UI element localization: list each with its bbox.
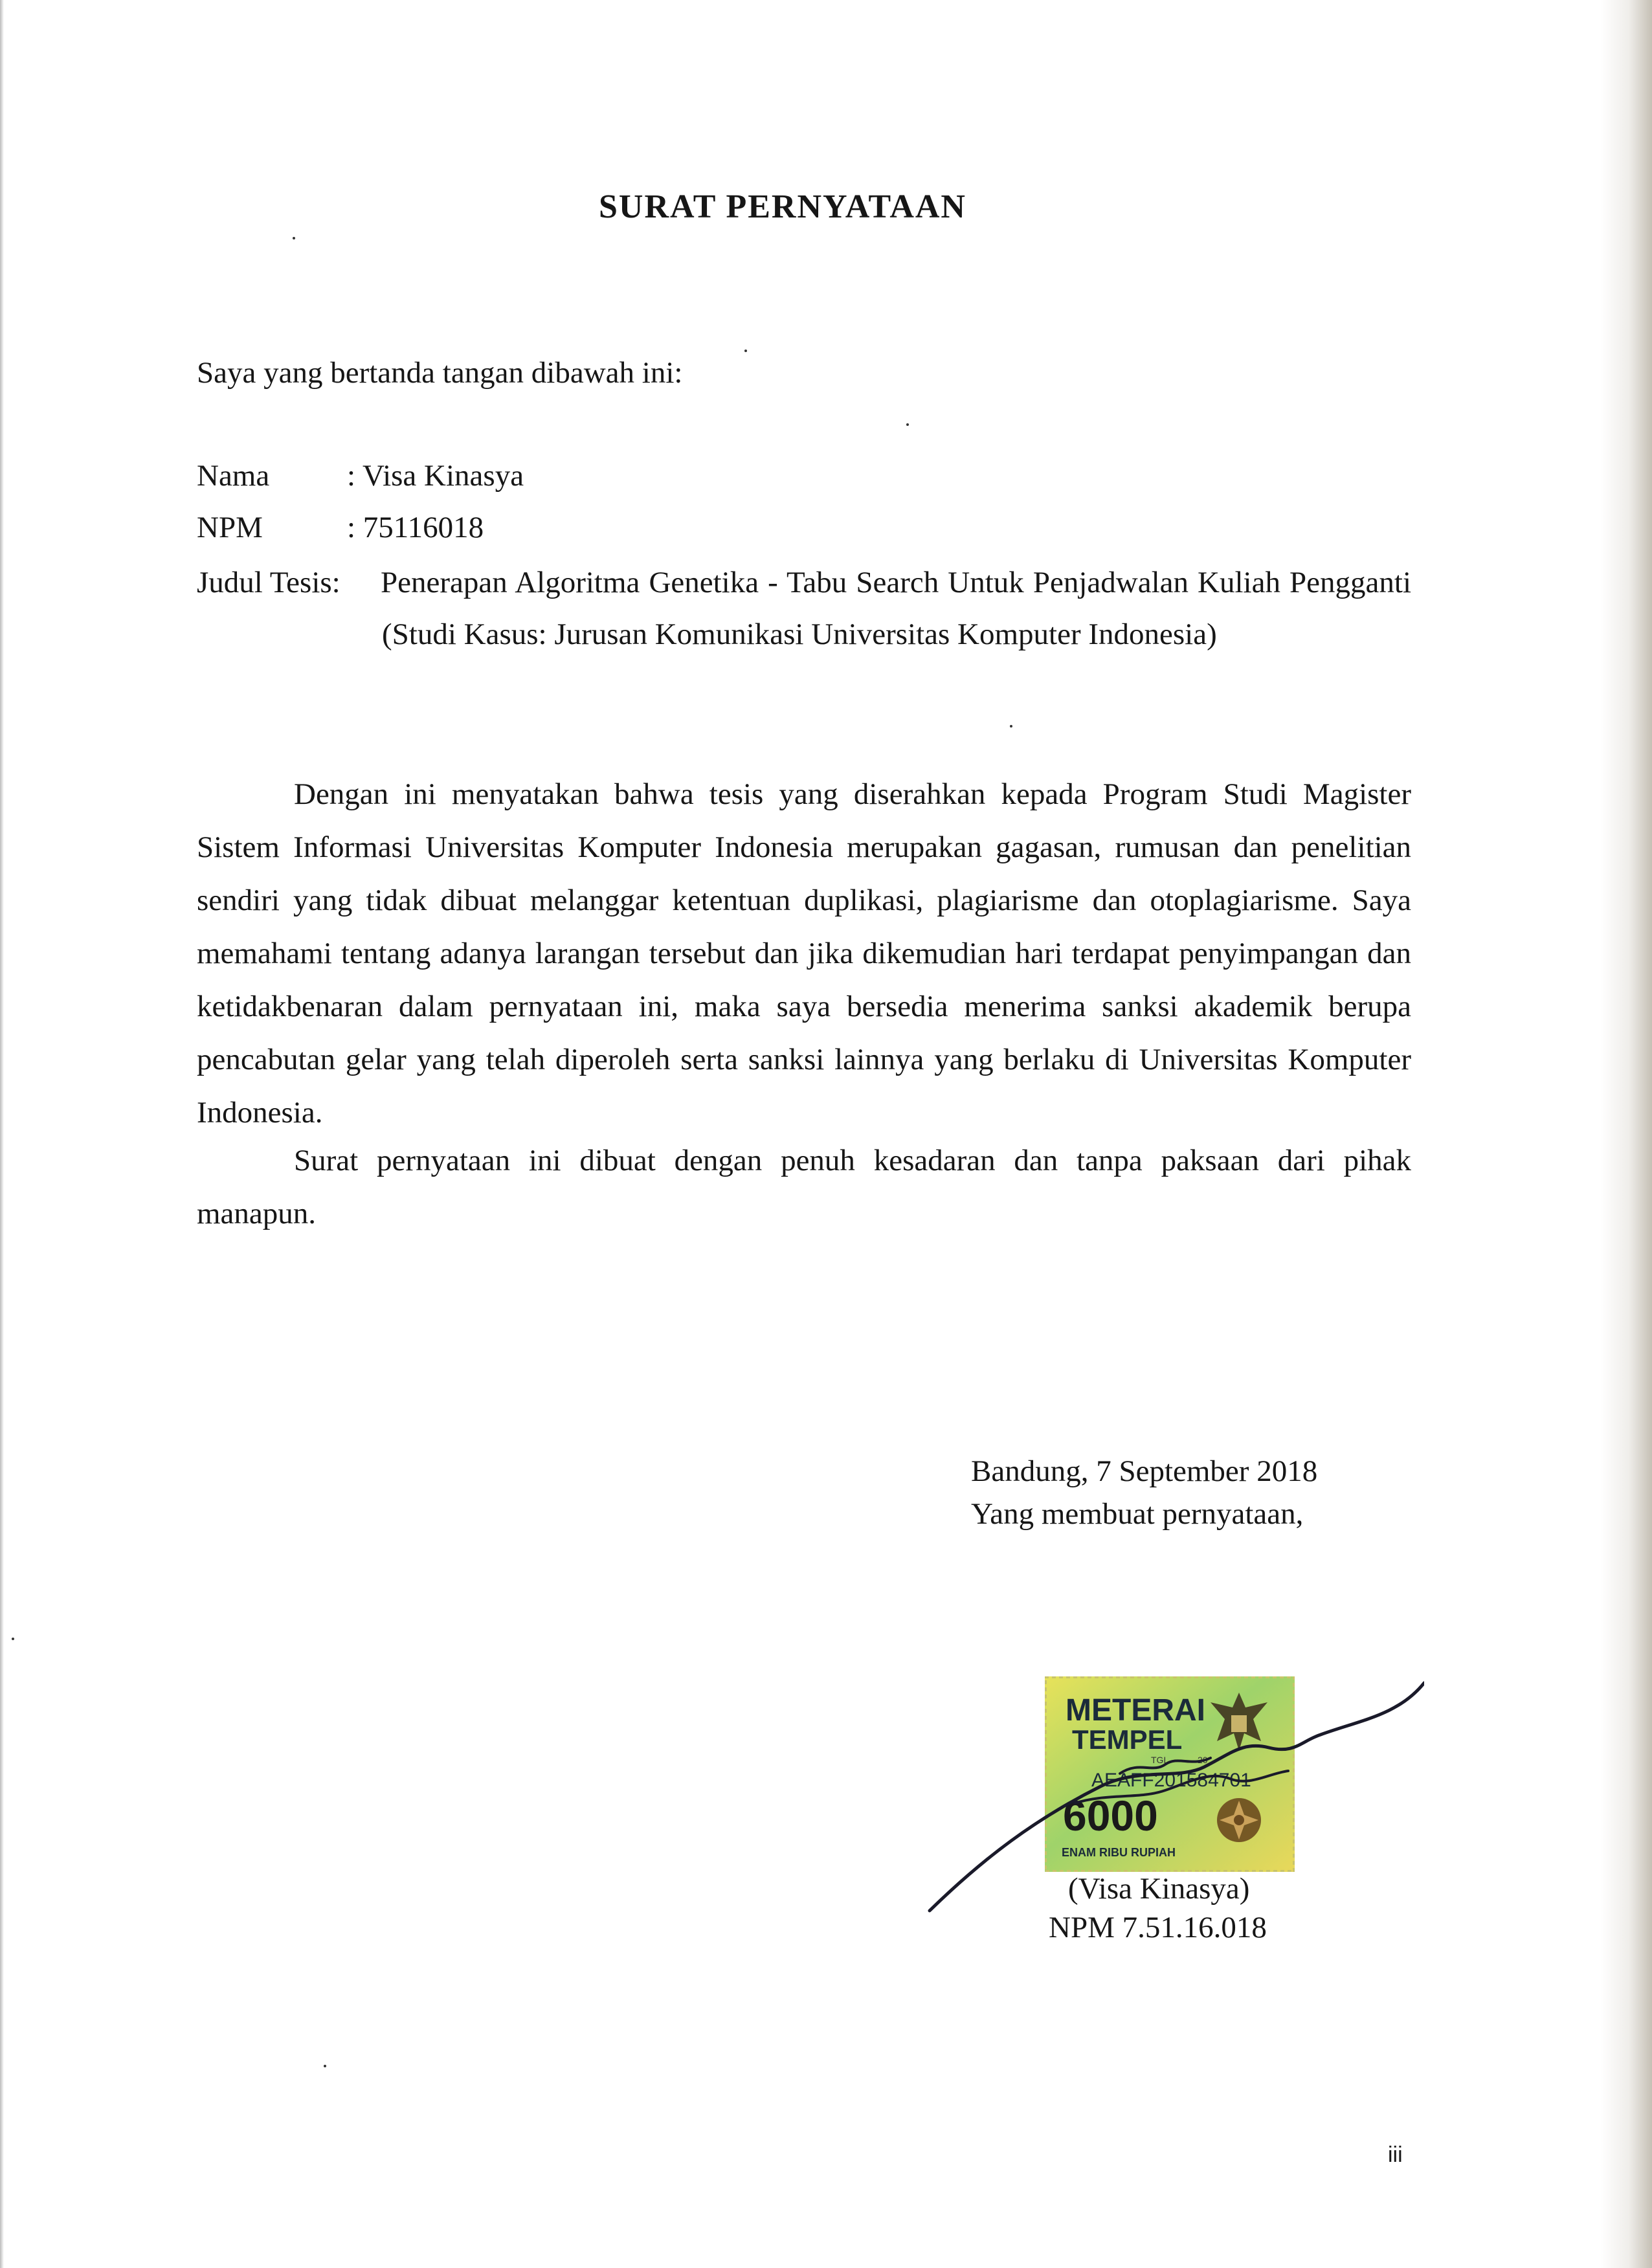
scan-speck <box>293 237 295 239</box>
signer-npm: NPM 7.51.16.018 <box>1049 1911 1267 1944</box>
npm-value: : 75116018 <box>347 511 484 544</box>
stamp-line2: TEMPEL <box>1072 1724 1183 1755</box>
scan-edge-right <box>1600 0 1652 2268</box>
stamp-line1: METERAI <box>1066 1693 1205 1728</box>
signer-caption: Yang membuat pernyataan, <box>971 1497 1304 1531</box>
page-number: iii <box>1388 2142 1403 2167</box>
scan-edge-left <box>0 0 4 2268</box>
npm-label: NPM <box>197 511 263 544</box>
stamp-small-label: TGL <box>1151 1755 1169 1765</box>
statement-paragraph: Dengan ini menyatakan bahwa tesis yang diserahkan kepada Program Studi Magister Sistem Informasi Universitas Komputer Indonesia merupakan gagasan, rumusan dan penelitian sendiri yang tidak dibuat melanggar ketentuan duplikasi, plagiarisme dan otoplagiarisme. Saya memahami tentang adanya larangan tersebut dan jika dikemudian hari terdapat penyimpangan dan ketidakbenaran dalam pernyataan ini, maka saya bersedia menerima sanksi akademik berupa pencabutan gelar yang telah diperoleh serta sanksi lainnya yang berlaku di Universitas Komputer Indonesia. <box>197 777 1411 1129</box>
closing-paragraph: Surat pernyataan ini dibuat dengan penuh kesadaran dan tanpa paksaan dari pihak manapun. <box>197 1144 1411 1230</box>
thesis-label: Judul Tesis: <box>197 566 340 599</box>
name-label: Nama <box>197 459 270 493</box>
stamp-small-number: 20 <box>1198 1755 1208 1765</box>
thesis-title-text: Penerapan Algoritma Genetika - Tabu Search Untuk Penjadwalan Kuliah Pengganti (Studi Kasus: Jurusan Komunikasi Universitas Komputer Indonesia) <box>381 566 1411 651</box>
scan-speck <box>12 1638 14 1640</box>
stamp-value-words: ENAM RIBU RUPIAH <box>1062 1846 1176 1859</box>
scan-speck <box>1010 725 1012 728</box>
name-value: : Visa Kinasya <box>347 459 524 493</box>
signer-name: (Visa Kinasya) <box>1068 1872 1250 1906</box>
thesis-title <box>382 557 1411 660</box>
scan-speck <box>744 350 747 352</box>
stamp-value: 6000 <box>1063 1792 1158 1840</box>
place-date: Bandung, 7 September 2018 <box>971 1454 1318 1488</box>
scan-speck <box>906 423 909 426</box>
stamp-serial: AEAFF201584701 <box>1091 1770 1251 1791</box>
document-title: SURAT PERNYATAAN <box>599 188 966 225</box>
opening-line: Saya yang bertanda tangan dibawah ini: <box>197 356 683 390</box>
scan-speck <box>324 2065 326 2067</box>
